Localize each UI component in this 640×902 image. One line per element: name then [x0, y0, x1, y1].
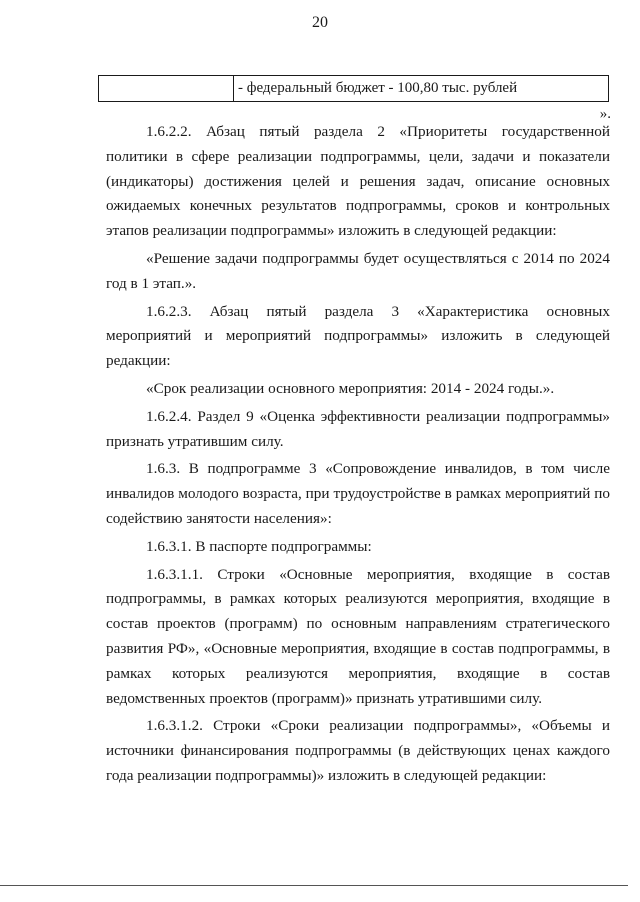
- document-body: [106, 120, 610, 789]
- paragraph-1-6-2-3: 1.6.2.3. Абзац пятый раздела 3 «Характеристика основных мероприятий и мероприятий подпрограммы» изложить в следующей редакции:: [106, 302, 610, 370]
- paragraph-quote-2014-2024: «Решение задачи подпрограммы будет осуществляться с 2014 по 2024 год в 1 этап.».: [106, 249, 610, 292]
- paragraph-quote-term: «Срок реализации основного мероприятия: 2014 - 2024 годы.».: [146, 379, 555, 397]
- paragraph-1-6-3-1-1: 1.6.3.1.1. Строки «Основные мероприятия, входящие в состав подпрограммы, в рамках которых реализуются мероприятия, входящие в состав проектов (программ) по основным направлениям стратегического развития РФ», «Основные мероприятия, входящие в состав подпрограммы, в рамках которых реализуются мероприятия, входящие в состав ведомственных проектов (программ)» признать утратившими силу.: [106, 565, 610, 707]
- table-left-cell: [99, 76, 234, 101]
- table-right-cell: - федеральный бюджет - 100,80 тыс. рублей: [238, 80, 518, 96]
- closing-quote: ».: [599, 106, 611, 122]
- budget-table: [98, 75, 609, 102]
- page-number: 20: [312, 14, 328, 31]
- paragraph-1-6-3: 1.6.3. В подпрограмме 3 «Сопровождение инвалидов, в том числе инвалидов молодого возраста, при трудоустройстве в рамках мероприятий по содействию занятости населения»:: [106, 460, 610, 527]
- paragraph-1-6-3-1-2: 1.6.3.1.2. Строки «Сроки реализации подпрограммы», «Объемы и источники финансирования подпрограммы (в действующих ценах каждого года реализации подпрограммы)» изложить в следующей редакции:: [106, 717, 610, 784]
- bottom-rule: [0, 885, 628, 886]
- paragraph-1-6-2-4: 1.6.2.4. Раздел 9 «Оценка эффективности реализации подпрограммы» признать утратившим силу.: [106, 407, 610, 450]
- paragraph-1-6-2-2: 1.6.2.2. Абзац пятый раздела 2 «Приоритеты государственной политики в сфере реализации подпрограммы, цели, задачи и показатели (индикаторы) достижения целей и решения задач, описание основных ожидаемых конечных результатов подпрограммы, сроков и контрольных этапов реализации подпрограммы» изложить в следующей редакции:: [106, 123, 610, 240]
- paragraph-1-6-3-1: 1.6.3.1. В паспорте подпрограммы:: [146, 537, 372, 555]
